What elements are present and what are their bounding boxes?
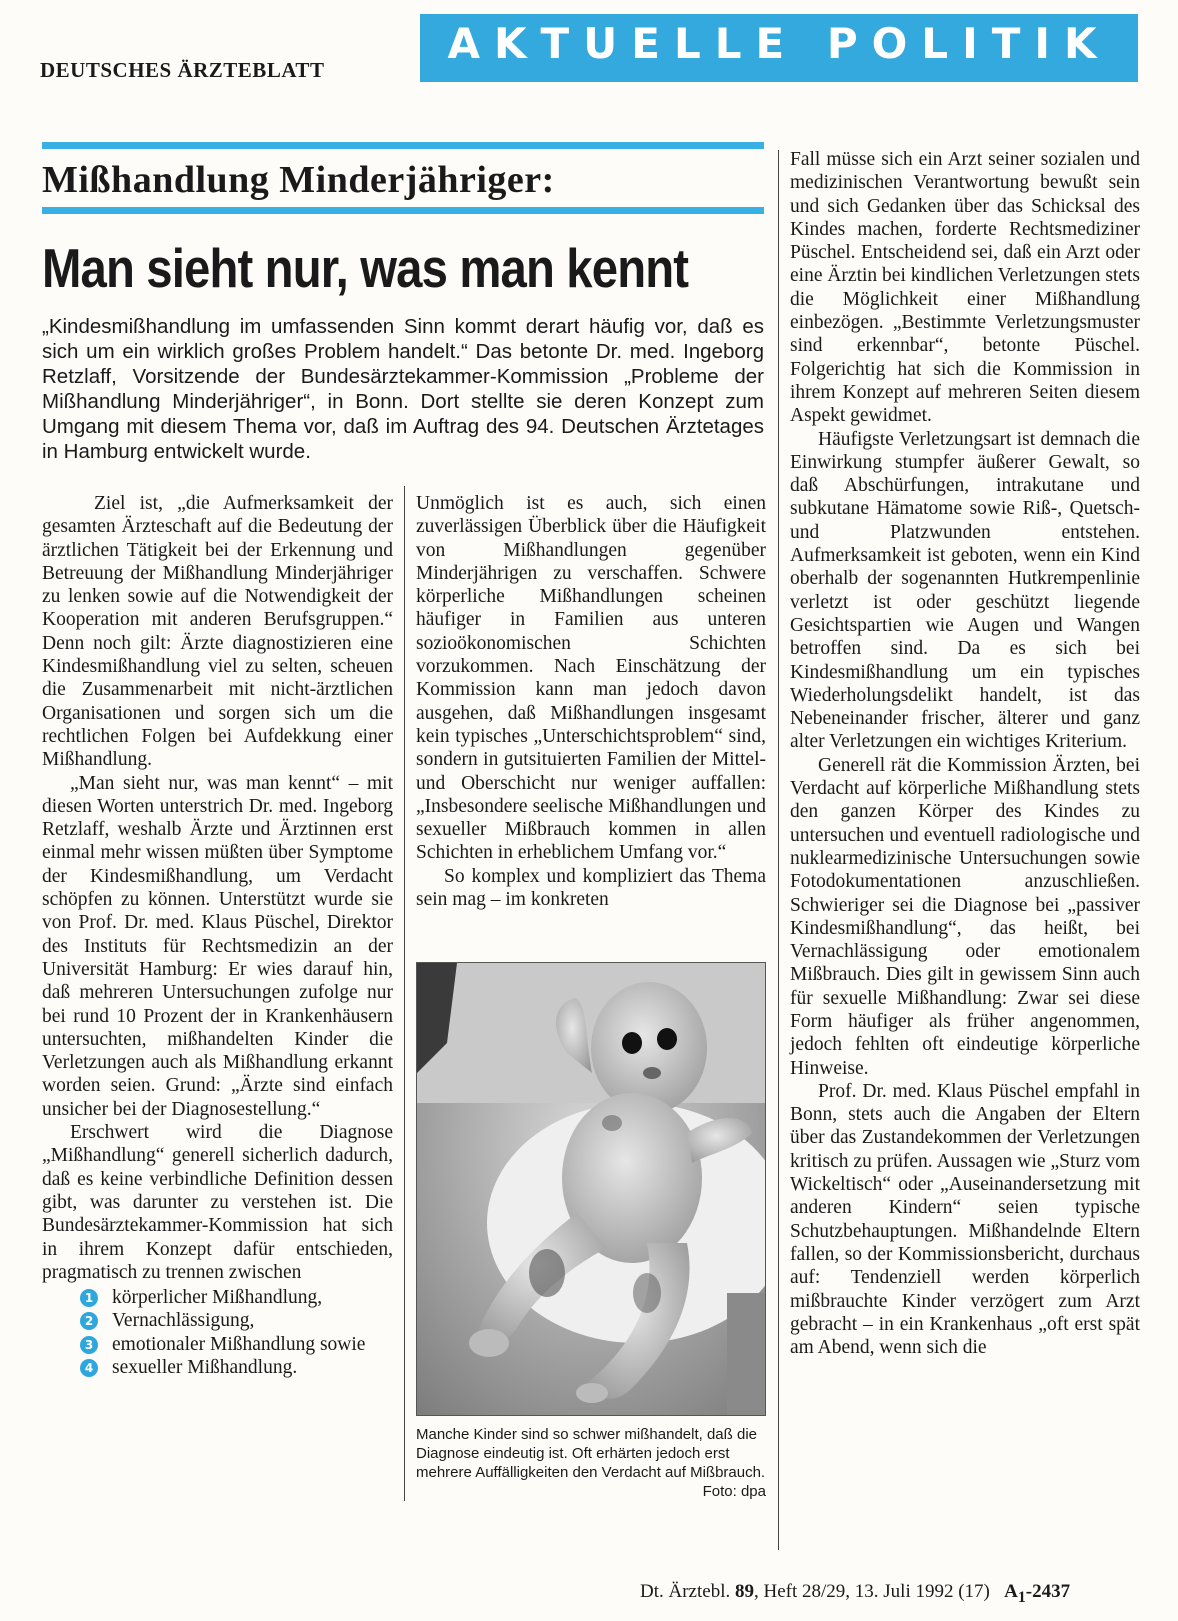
paragraph: Unmöglich ist es auch, sich einen zuverlässigen Überblick über die Häufigkeit von Mißhandlungen gegenüber Minderjährigen zu verschaffen. Schwere körperliche Mißhandlungen scheinen häufiger in Familien aus unteren sozioökonomischen Schichten vorzukommen. Nach Einschätzung der Kommission kann man jedoch davon ausgehen, daß Mißhandlungen insgesamt kein typisches „Unterschichtsproblem“ sind, sondern in gutsituierten Familien der Mittel- und Oberschicht nur weniger auffallen: „Insbesondere seelische Mißhandlungen und sexueller Mißbrauch kommen in allen Schichten in erheblichem Umfang vor.“ (416, 493, 766, 864)
rubric-bar-top (42, 142, 764, 149)
number-badge: 2 (80, 1312, 98, 1330)
paragraph: Ziel ist, „die Aufmerksamkeit der gesamten Ärzteschaft auf die Bedeutung der ärztlichen Tätigkeit bei der Erkennung und Betreuung der Mißhandlung Minderjähriger zu lenken sowie auf die Notwendigkeit der Kooperation mit anderen Berufsgruppen.“ Denn noch gilt: Ärzte diagnostizieren eine Kindesmißhandlung viel zu selten, scheuen die Zusammenarbeit mit nicht-ärztlichen Organisationen und sorgen sich um die rechtlichen Folgen bei Aufdekkung einer Mißhandlung. (42, 493, 393, 771)
column-rule-2 (778, 150, 779, 1550)
photo-caption (416, 1425, 766, 1501)
volume-number: 89 (734, 1581, 754, 1602)
list-item: 1 körperlicher Mißhandlung, (80, 1286, 393, 1309)
caption-text: Manche Kinder sind so schwer mißhandelt, daß die Diagnose eindeutig ist. Oft erhärten jedoch erst mehrere Auffälligkeiten den Verdacht auf Mißbrauch. (416, 1426, 766, 1481)
photo-illustration (417, 963, 765, 1415)
article-column-2 (416, 492, 766, 911)
issue-info: , Heft 28/29, 13. Juli 1992 (17) (753, 1581, 990, 1602)
number-badge: 1 (80, 1289, 98, 1307)
article-photo (416, 962, 766, 1416)
paragraph: „Man sieht nur, was man kennt“ – mit diesen Worten unterstrich Dr. med. Ingeborg Retzlaff, weshalb Ärzte und Ärztinnen erst einmal mehr wissen müßten über Symptome der Kindesmißhandlung, um Verdacht schöpfen zu können. Unterstützt wurde sie von Prof. Dr. med. Klaus Püschel, Direktor des Instituts für Rechtsmedizin an der Universität Hamburg: Er wies darauf hin, daß mehreren Untersuchungen zufolge nur bei rund 10 Prozent der in Krankenhäusern untersuchten, mißhandelten Kinder die Verletzungen auch als Mißhandlung erkannt worden seien. Grund: „Ärzte sind einfach unsicher bei der Diagnosestellung.“ (42, 772, 393, 1120)
list-item: 2 Vernachlässigung, (80, 1309, 393, 1332)
rubric-bar-bottom (42, 207, 764, 214)
article-rubric: Mißhandlung Minderjähriger: (42, 159, 555, 201)
journal-abbrev: Dt. Ärztebl. (640, 1581, 731, 1602)
number-badge: 4 (80, 1359, 98, 1377)
section-banner: AKTUELLE POLITIK (420, 14, 1138, 82)
paragraph: Häufigste Verletzungsart ist demnach die Einwirkung stumpfer äußerer Gewalt, so daß Abschürfungen, intrakutane und subkutane Hämatome sowie Riß-, Quetsch- und Platzwunden entstehen. Aufmerksamkeit ist geboten, wenn ein Kind oberhalb der sogenannten Hutkrempenlinie verletzt ist oder geschützt liegende Gesichtspartien wie Augen und Wangen betroffen sind. Da es sich bei Kindesmißhandlung um ein typisches Wiederholungsdelikt handelt, ist das Nebeneinander frischer, älterer und ganz alter Verletzungen ein wichtiges Kriterium. (790, 428, 1140, 753)
article-column-3 (790, 148, 1140, 1359)
article-column-1 (42, 492, 393, 1379)
number-badge: 3 (80, 1336, 98, 1354)
paragraph: So komplex und kompliziert das Thema sein mag – im konkreten (416, 865, 766, 911)
list-item: 4 sexueller Mißhandlung. (80, 1356, 393, 1379)
list-item: 3 emotionaler Mißhandlung sowie (80, 1333, 393, 1356)
column-rule-1 (404, 486, 405, 1501)
article-lead: „Kindesmißhandlung im umfassenden Sinn kommt derart häufig vor, daß es sich um ein wirklich großes Problem handelt.“ Das betonte Dr. med. Ingeborg Retzlaff, Vorsitzende der Bundesärztekammer-Kommission „Probleme der Mißhandlung Minderjähriger“, in Bonn. Dort stellte sie deren Konzept zum Umgang mit diesem Thema vor, daß im Auftrag des 94. Deutschen Ärztetages in Hamburg entwickelt wurde. (42, 315, 764, 463)
page-footer (640, 1581, 1070, 1607)
article-headline: Man sieht nur, was man kennt (42, 237, 689, 299)
paragraph: Prof. Dr. med. Klaus Püschel empfahl in Bonn, stets auch die Angaben der Eltern über das Zustandekommen der Verletzungen kritisch zu prüfen. Aussagen wie „Sturz vom Wickeltisch“ oder „Auseinandersetzung mit anderen Kindern“ seien typische Schutzbehauptungen. Mißhandelnde Eltern fallen, so der Kommissionsbericht, durchaus auf: Tendenziell werden körperlich mißbrauchte Kinder verzögert zum Arzt gebracht – in ein Krankenhaus „oft erst spät am Abend, wenn sich die (790, 1080, 1140, 1359)
paragraph: Fall müsse sich ein Arzt seiner sozialen und medizinischen Verantwortung bewußt sein und sich Gedanken über das Schicksal des Kindes machen, forderte Rechtsmediziner Püschel. Entscheidend sei, daß ein Arzt oder eine Ärztin bei kindlichen Verletzungen stets die Möglichkeit einer Mißhandlung einbezögen. „Bestimmte Verletzungsmuster sind erkennbar“, betonte Püschel. Folgerichtig hat sich die Kommission in ihrem Konzept auf mehreren Seiten diesem Aspekt gewidmet. (790, 149, 1140, 427)
publication-name: DEUTSCHES ÄRZTEBLATT (40, 58, 325, 82)
paragraph: Erschwert wird die Diagnose „Mißhandlung“ generell sicherlich dadurch, daß es keine verbindliche Definition dessen gibt, was darunter zu verstehen ist. Die Bundesärztekammer-Kommission hat sich in ihrem Konzept dafür entschieden, pragmatisch zu trennen zwischen (42, 1122, 393, 1283)
page-reference: $A_1-2437$ (1004, 1581, 1071, 1606)
category-list (80, 1286, 393, 1379)
paragraph: Generell rät die Kommission Ärzten, bei Verdacht auf körperliche Mißhandlung stets den ganzen Körper des Kindes zu untersuchen und eventuell radiologische und nuklearmedizinische Untersuchungen sowie Fotodokumentationen anzuschließen. Schwieriger sei die Diagnose bei „passiver Kindesmißhandlung“, das heißt, bei Vernachlässigung oder emotionalem Mißbrauch. Dies gilt in gewissem Sinn auch für sexuelle Mißhandlung: Zwar sei diese Form häufiger als früher angenommen, jedoch fehlten oft eindeutige körperliche Hinweise. (790, 754, 1140, 1079)
photo-credit: Foto: dpa (702, 1483, 766, 1500)
